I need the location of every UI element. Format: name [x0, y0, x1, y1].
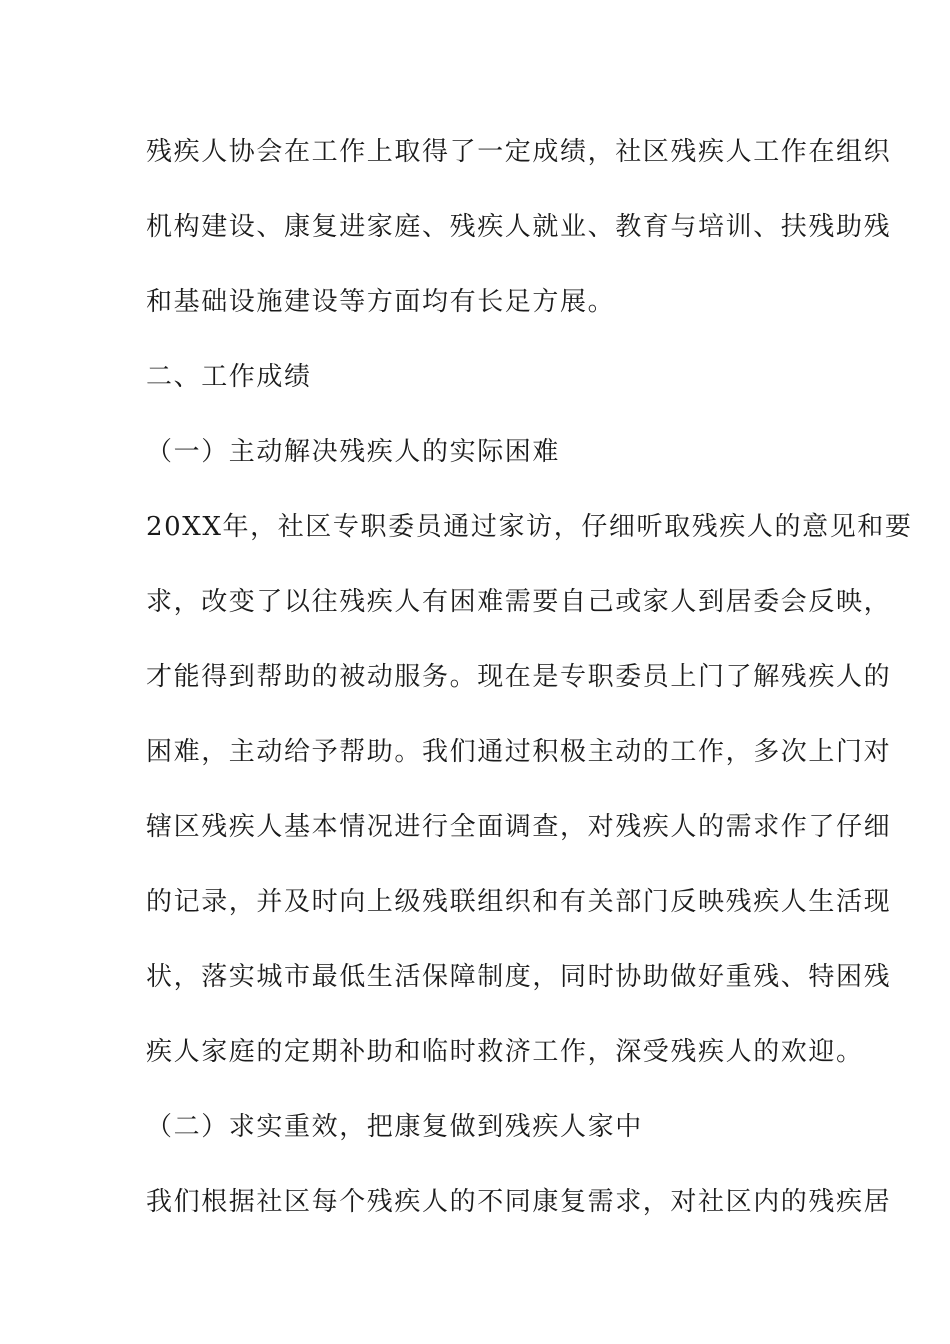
body-text-line: 辖区残疾人基本情况进行全面调查，对残疾人的需求作了仔细 [146, 812, 892, 842]
body-text-line: 的记录，并及时向上级残联组织和有关部门反映残疾人生活现 [146, 887, 892, 917]
body-text-line: 20XX年，社区专职委员通过家访，仔细听取残疾人的意见和要 [146, 512, 913, 542]
body-text-line: 我们根据社区每个残疾人的不同康复需求，对社区内的残疾居 [146, 1187, 892, 1217]
section-heading: 二、工作成绩 [146, 362, 312, 392]
body-text-line: 和基础设施建设等方面均有长足方展。 [146, 287, 616, 317]
body-text-line: 困难，主动给予帮助。我们通过积极主动的工作，多次上门对 [146, 737, 892, 767]
body-text-line: 疾人家庭的定期补助和临时救济工作，深受残疾人的欢迎。 [146, 1037, 864, 1067]
body-text-line: 残疾人协会在工作上取得了一定成绩，社区残疾人工作在组织 [146, 137, 892, 167]
subsection-heading: （二）求实重效，把康复做到残疾人家中 [146, 1112, 643, 1142]
body-text-line: 状，落实城市最低生活保障制度，同时协助做好重残、特困残 [146, 962, 892, 992]
body-text-line: 才能得到帮助的被动服务。现在是专职委员上门了解残疾人的 [146, 662, 892, 692]
body-text-line: 机构建设、康复进家庭、残疾人就业、教育与培训、扶残助残 [146, 212, 892, 242]
subsection-heading: （一）主动解决残疾人的实际困难 [146, 437, 561, 467]
body-text-line: 求，改变了以往残疾人有困难需要自己或家人到居委会反映， [146, 587, 892, 617]
